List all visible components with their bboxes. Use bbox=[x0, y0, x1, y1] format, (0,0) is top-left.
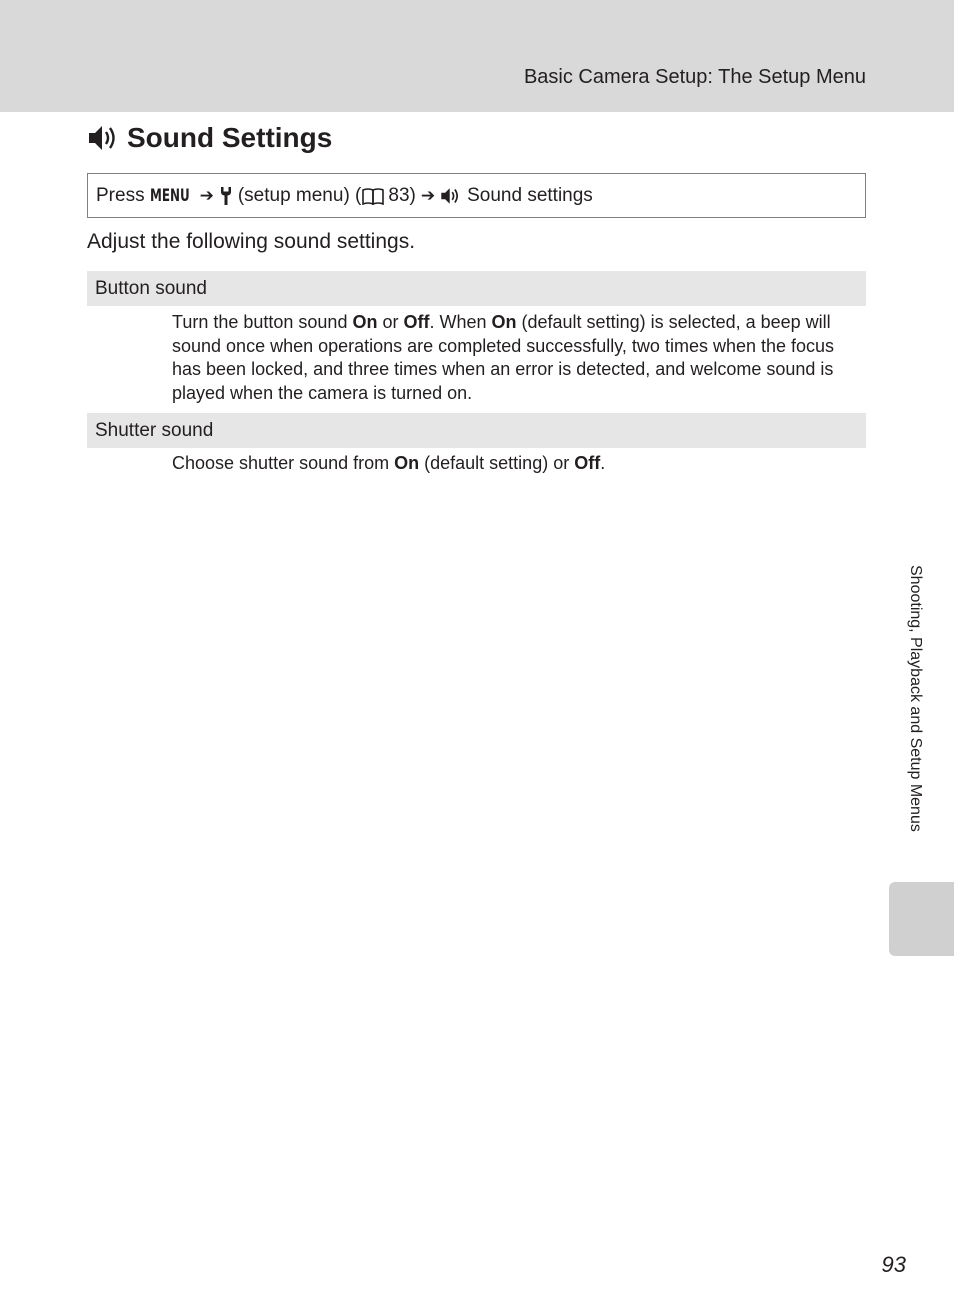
nav-ref-page: 83) bbox=[388, 184, 416, 206]
page-number: 93 bbox=[881, 1252, 906, 1277]
navigation-path bbox=[87, 173, 866, 218]
page-title bbox=[87, 122, 332, 154]
section-header-button-sound: Button sound bbox=[87, 271, 866, 306]
wrench-icon bbox=[219, 186, 233, 206]
bold-text: On bbox=[352, 312, 378, 332]
running-header: Basic Camera Setup: The Setup Menu bbox=[523, 66, 866, 88]
text: Turn the button sound bbox=[172, 312, 353, 332]
nav-setting: Sound settings bbox=[467, 184, 593, 206]
text: (default setting) is selected, a beep will sound once when operations are completed successfully, two times when the focus has been locked, and three times when an error is detected, and welcome sound is played when the camera is turned on. bbox=[172, 312, 835, 404]
text: (default setting) or bbox=[419, 453, 575, 473]
nav-setup-menu: (setup menu) ( bbox=[237, 184, 362, 206]
bold-text: On bbox=[491, 312, 517, 332]
header-band bbox=[0, 0, 954, 112]
bold-text: On bbox=[394, 453, 420, 473]
section-body-button-sound bbox=[172, 311, 862, 406]
menu-button-icon: MENU bbox=[149, 185, 190, 206]
intro-text: Adjust the following sound settings. bbox=[87, 230, 416, 253]
speaker-icon bbox=[440, 186, 462, 206]
text: or bbox=[377, 312, 404, 332]
nav-press: Press bbox=[96, 184, 145, 206]
text: . When bbox=[429, 312, 492, 332]
side-chapter-label: Shooting, Playback and Setup Menus bbox=[907, 565, 924, 832]
text: . bbox=[600, 453, 606, 473]
section-header-shutter-sound: Shutter sound bbox=[87, 413, 866, 448]
bold-text: Off bbox=[403, 312, 430, 332]
arrow-icon: ➔ bbox=[420, 185, 436, 205]
speaker-icon bbox=[87, 123, 121, 153]
arrow-icon: ➔ bbox=[199, 185, 214, 205]
book-reference-icon bbox=[362, 187, 384, 205]
chapter-tab bbox=[889, 882, 954, 956]
bold-text: Off bbox=[574, 453, 601, 473]
text: Choose shutter sound from bbox=[172, 453, 395, 473]
page-title-text: Sound Settings bbox=[127, 122, 333, 153]
section-body-shutter-sound bbox=[172, 452, 862, 476]
